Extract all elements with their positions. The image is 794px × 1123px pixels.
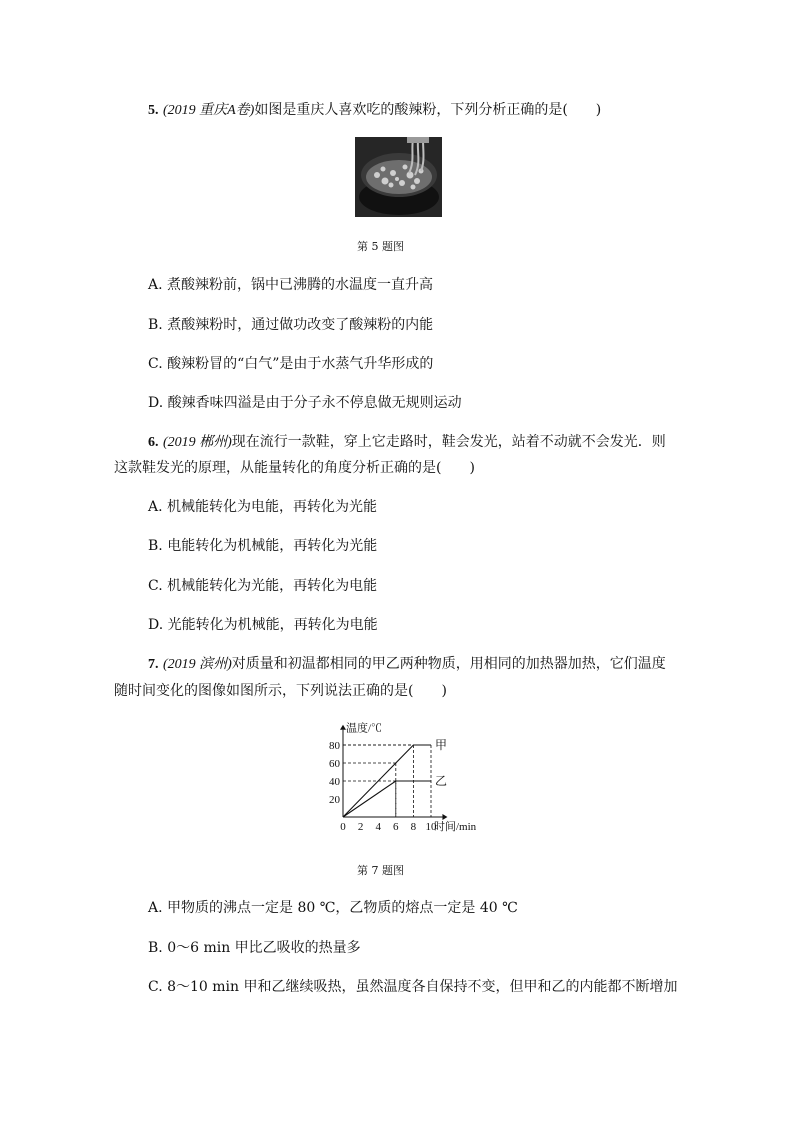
q7-option-a[interactable]: A. 甲物质的沸点一定是 80 ℃，乙物质的熔点一定是 40 ℃ (148, 900, 518, 916)
x-tick-label-0: 0 (340, 821, 346, 833)
q6-option-c[interactable]: C. 机械能转化为光能，再转化为电能 (148, 578, 378, 594)
y-tick-label-2: 60 (329, 758, 340, 770)
q7-option-c[interactable]: C. 8～10 min 甲和乙继续吸热，虽然温度各自保持不变，但甲和乙的内能都不断增加 (148, 979, 678, 995)
q6-number: 6. (148, 435, 159, 450)
x-tick-label-3: 6 (393, 821, 399, 833)
series-label-1: 乙 (435, 774, 448, 788)
q5-source: (2019 重庆A卷) (162, 103, 255, 118)
q6-source: (2019 郴州) (162, 435, 232, 450)
q6-stem-line2: 这款鞋发光的原理，从能量转化的角度分析正确的是( ) (114, 460, 475, 476)
q5-number: 5. (148, 103, 159, 118)
y-tick-label-3: 80 (329, 740, 340, 752)
x-tick-label-2: 4 (375, 821, 381, 833)
q7-stem-line2: 随时间变化的图像如图所示，下列说法正确的是( ) (114, 683, 447, 699)
q6-option-a[interactable]: A. 机械能转化为电能，再转化为光能 (148, 499, 378, 515)
q5-stem-text: 如图是重庆人喜欢吃的酸辣粉，下列分析正确的是( ) (254, 102, 602, 118)
x-tick-label-4: 8 (410, 821, 417, 833)
q7-figure-caption: 第 7 题图 (357, 864, 404, 877)
x-tick-label-1: 2 (357, 821, 364, 833)
x-axis-arrow (442, 814, 447, 820)
q6-option-b[interactable]: B. 电能转化为机械能，再转化为光能 (148, 538, 378, 554)
series-line-1 (343, 781, 431, 817)
q5-figure-caption: 第 5 题图 (357, 240, 404, 253)
q5-stem (148, 100, 601, 121)
q6-stem-line1 (148, 432, 666, 453)
q7-number: 7. (148, 657, 159, 672)
q5-option-d[interactable]: D. 酸辣香味四溢是由于分子永不停息做无规则运动 (148, 395, 462, 411)
q5-option-a[interactable]: A. 煮酸辣粉前，锅中已沸腾的水温度一直升高 (148, 277, 434, 293)
x-tick-label-5: 10 (425, 821, 437, 833)
q7-option-b[interactable]: B. 0～6 min 甲比乙吸收的热量多 (148, 940, 361, 956)
q5-option-c[interactable]: C. 酸辣粉冒的“白气”是由于水蒸气升华形成的 (148, 356, 434, 372)
series-label-0: 甲 (435, 738, 448, 752)
q7-stem-line1 (148, 654, 666, 675)
x-axis-label: 时间/min (434, 821, 477, 833)
y-tick-label-0: 20 (329, 794, 340, 806)
q6-stem-text: 现在流行一款鞋，穿上它走路时，鞋会发光，站着不动就不会发光．则 (231, 434, 666, 450)
q5-option-b[interactable]: B. 煮酸辣粉时，通过做功改变了酸辣粉的内能 (148, 317, 434, 333)
y-axis-label: 温度/℃ (346, 722, 383, 735)
q7-stem-text: 对质量和初温都相同的甲乙两种物质，用相同的加热器加热，它们温度 (231, 656, 666, 672)
y-tick-label-1: 40 (329, 776, 340, 788)
q6-option-d[interactable]: D. 光能转化为机械能，再转化为电能 (148, 617, 378, 633)
temperature-time-chart (310, 715, 510, 840)
q7-source: (2019 滨州) (162, 657, 232, 672)
sour-spicy-noodles-photo (355, 137, 442, 217)
